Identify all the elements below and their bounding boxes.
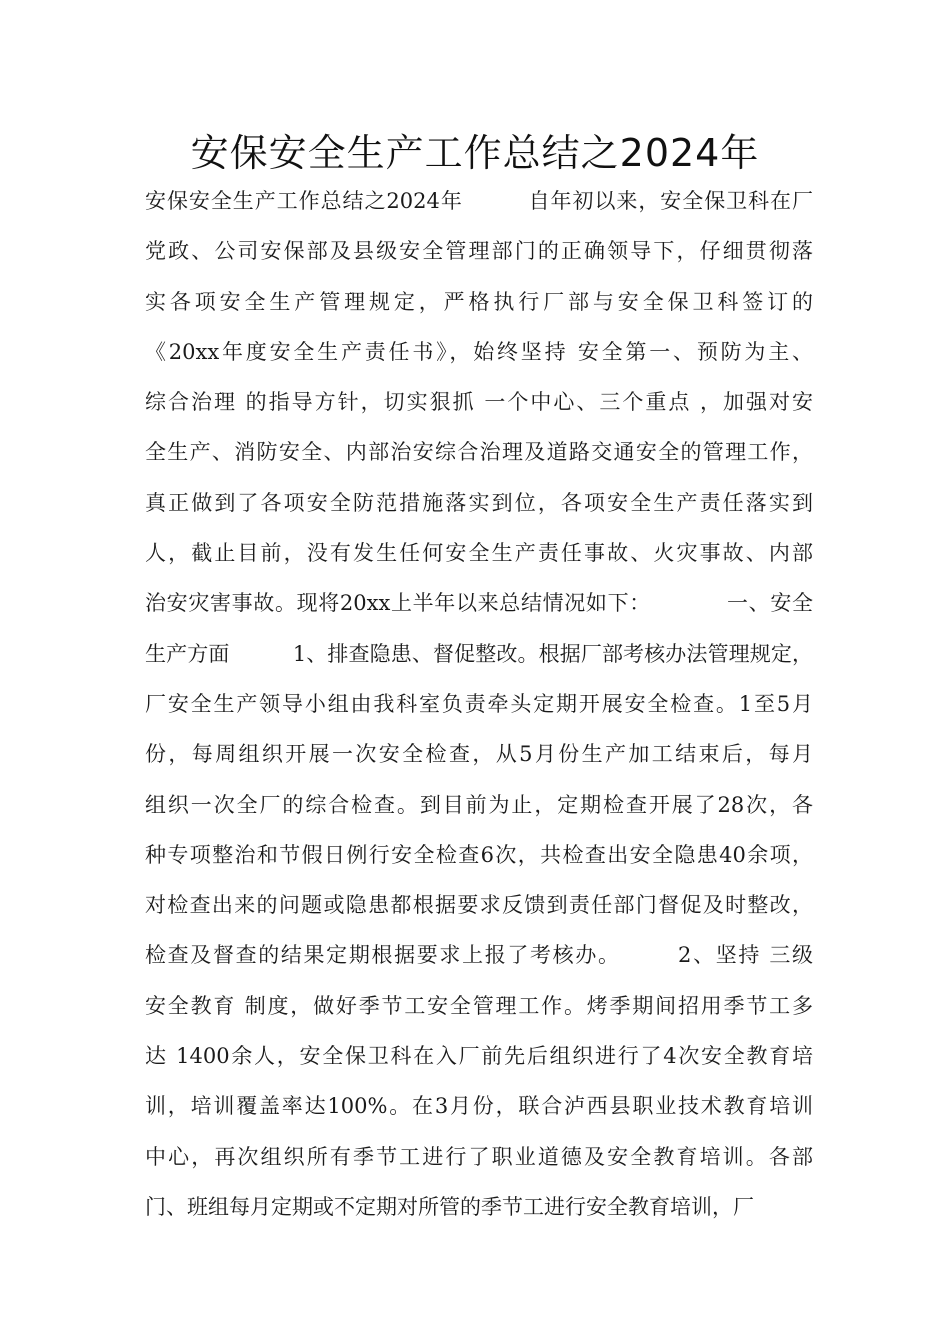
body-line: 治安灾害事故。现将20xx上半年以来总结情况如下： 一、安全 xyxy=(145,591,813,616)
body-line: 对检查出来的问题或隐患都根据要求反馈到责任部门督促及时整改， xyxy=(145,893,813,918)
document-body xyxy=(145,176,813,1232)
body-line: 份，每周组织开展一次安全检查，从5月份生产加工结束后，每月 xyxy=(145,742,813,767)
body-line: 安保安全生产工作总结之2024年 自年初以来，安全保卫科在厂 xyxy=(145,189,813,213)
body-line: 种专项整治和节假日例行安全检查6次，共检查出安全隐患40余项， xyxy=(145,842,813,867)
body-line: 门、班组每月定期或不定期对所管的季节工进行安全教育培训，厂 xyxy=(145,1194,754,1219)
body-line: 生产方面 1、排查隐患、督促整改。根据厂部考核办法管理规定， xyxy=(145,641,813,666)
body-line: 检查及督查的结果定期根据要求上报了考核办。 2、坚持 三级 xyxy=(145,943,813,968)
body-line: 全生产、消防安全、内部治安综合治理及道路交通安全的管理工作， xyxy=(145,440,813,465)
body-line: 组织一次全厂的综合检查。到目前为止，定期检查开展了28次，各 xyxy=(145,792,813,817)
body-line: 综合治理 的指导方针，切实狠抓 一个中心、三个重点 ，加强对安 xyxy=(145,390,813,415)
body-line: 实各项安全生产管理规定，严格执行厂部与安全保卫科签订的 xyxy=(145,289,813,314)
body-line: 安全教育 制度，做好季节工安全管理工作。烤季期间招用季节工多 xyxy=(145,993,813,1018)
body-line: 中心，再次组织所有季节工进行了职业道德及安全教育培训。各部 xyxy=(145,1144,813,1169)
body-line: 厂安全生产领导小组由我科室负责牵头定期开展安全检查。1至5月 xyxy=(145,691,813,716)
body-line: 训，培训覆盖率达100%。在3月份，联合泸西县职业技术教育培训 xyxy=(145,1094,813,1119)
body-line: 《20xx年度安全生产责任书》，始终坚持 安全第一、预防为主、 xyxy=(145,339,813,364)
body-line: 真正做到了各项安全防范措施落实到位，各项安全生产责任落实到 xyxy=(145,490,813,515)
body-line: 人，截止目前，没有发生任何安全生产责任事故、火灾事故、内部 xyxy=(145,541,813,566)
document-title: 安保安全生产工作总结之2024年 xyxy=(190,131,760,175)
body-line: 党政、公司安保部及县级安全管理部门的正确领导下，仔细贯彻落 xyxy=(145,239,813,264)
body-line: 达 1400余人，安全保卫科在入厂前先后组织进行了4次安全教育培 xyxy=(145,1044,813,1069)
